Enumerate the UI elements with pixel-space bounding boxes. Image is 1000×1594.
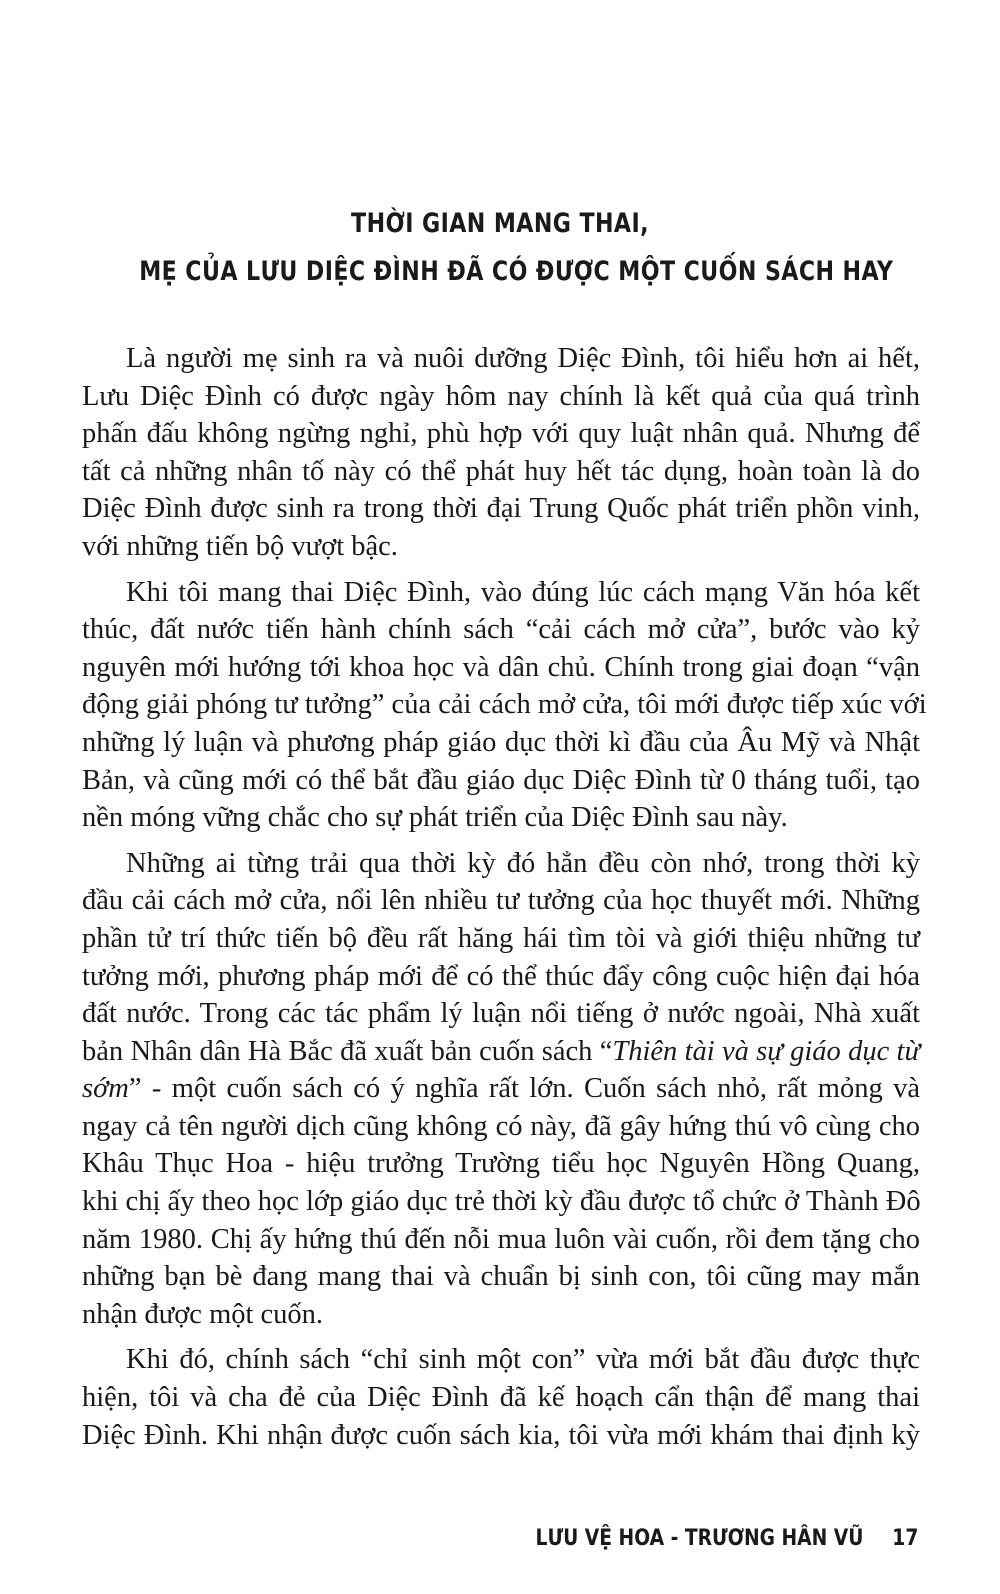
paragraph-2 [82, 574, 927, 837]
text-line: Những ai từng trải qua thời kỳ đó hẳn đều còn nhớ, trong thời kỳ [126, 847, 920, 879]
text-line: đất nước. Trong các tác phẩm lý luận nổi tiếng ở nước ngoài, Nhà xuất [82, 998, 920, 1030]
chapter-title-line-2: MẸ CỦA LƯU DIỆC ĐÌNH ĐÃ CÓ ĐƯỢC MỘT CUỐN SÁCH HAY [139, 256, 894, 287]
text-line: Khâu Thục Hoa - hiệu trưởng Trường tiểu học Nguyên Hồng Quang, [82, 1148, 920, 1180]
text-line: Khi tôi mang thai Diệc Đình, vào đúng lúc cách mạng Văn hóa kết [126, 576, 920, 608]
paragraph-1 [82, 340, 920, 566]
paragraph-3 [82, 845, 920, 1334]
text-line: thúc, đất nước tiến hành chính sách “cải cách mở cửa”, bước vào kỷ [82, 614, 920, 646]
text-line: với những tiến bộ vượt bậc. [82, 530, 398, 562]
text-line: tưởng mới, phương pháp mới để có thể thúc đẩy công cuộc hiện đại hóa [82, 960, 920, 992]
text-fragment: bản Nhân dân Hà Bắc đã xuất bản cuốn sách “ [82, 1035, 613, 1067]
running-head: LƯU VỆ HOA - TRƯƠNG HÂN VŨ [535, 1526, 864, 1551]
text-line: phấn đấu không ngừng nghỉ, phù hợp với quy luật nhân quả. Nhưng để [82, 418, 920, 450]
text-line: những bạn bè đang mang thai và chuẩn bị sinh con, tôi cũng may mắn [82, 1261, 920, 1293]
text-line: Bản, và cũng mới có thể bắt đầu giáo dục Diệc Đình từ 0 tháng tuổi, tạo [82, 764, 920, 796]
text-line-with-book-title [82, 1070, 920, 1108]
text-line: nhận được một cuốn. [82, 1298, 324, 1330]
chapter-title-line-1: THỜI GIAN MANG THAI, [351, 208, 649, 239]
text-line-with-book-title [82, 1033, 920, 1071]
book-title-part-2: sớm [82, 1073, 129, 1105]
text-line: hiện, tôi và cha đẻ của Diệc Đình đã kế hoạch cẩn thận để mang thai [82, 1382, 920, 1414]
text-line: tất cả những nhân tố này có thể phát huy hết tác dụng, hoàn toàn là do [82, 455, 920, 487]
book-title-part-1: Thiên tài và sự giáo dục từ [612, 1035, 920, 1067]
text-line: nguyên mới hướng tới khoa học và dân chủ. Chính trong giai đoạn “vận [82, 651, 920, 683]
page-number: 17 [891, 1526, 918, 1551]
page-footer [535, 1526, 918, 1551]
text-line: ngay cả tên người dịch cũng không có này, đã gây hứng thú vô cùng cho [82, 1110, 920, 1142]
paragraph-4 [82, 1341, 920, 1454]
text-line: Khi đó, chính sách “chỉ sinh một con” vừa mới bắt đầu được thực [126, 1344, 920, 1376]
text-fragment: ” - một cuốn sách có ý nghĩa rất lớn. Cuốn sách nhỏ, rất mỏng và [128, 1073, 920, 1105]
text-line: Lưu Diệc Đình có được ngày hôm nay chính là kết quả của quá trình [82, 380, 920, 412]
text-line: năm 1980. Chị ấy hứng thú đến nỗi mua luôn vài cuốn, rồi đem tặng cho [82, 1223, 920, 1255]
text-line: phần tử trí thức tiến bộ đều rất hăng hái tìm tòi và giới thiệu những tư [82, 922, 920, 954]
text-line: khi chị ấy theo học lớp giáo dục trẻ thời kỳ đầu được tổ chức ở Thành Đô [82, 1186, 921, 1218]
body-text [82, 340, 927, 1462]
text-line: động giải phóng tư tưởng” của cải cách mở cửa, tôi mới được tiếp xúc với [82, 689, 927, 721]
text-line: Diệc Đình được sinh ra trong thời đại Trung Quốc phát triển phồn vinh, [82, 493, 920, 525]
text-line: Diệc Đình. Khi nhận được cuốn sách kia, tôi vừa mới khám thai định kỳ [82, 1419, 920, 1451]
text-line: nền móng vững chắc cho sự phát triển của Diệc Đình sau này. [82, 802, 788, 834]
text-line: đầu cải cách mở cửa, nổi lên nhiều tư tưởng của học thuyết mới. Những [82, 885, 920, 917]
text-line: những lý luận và phương pháp giáo dục thời kì đầu của Âu Mỹ và Nhật [82, 726, 920, 758]
text-line: Là người mẹ sinh ra và nuôi dưỡng Diệc Đình, tôi hiểu hơn ai hết, [126, 343, 920, 374]
